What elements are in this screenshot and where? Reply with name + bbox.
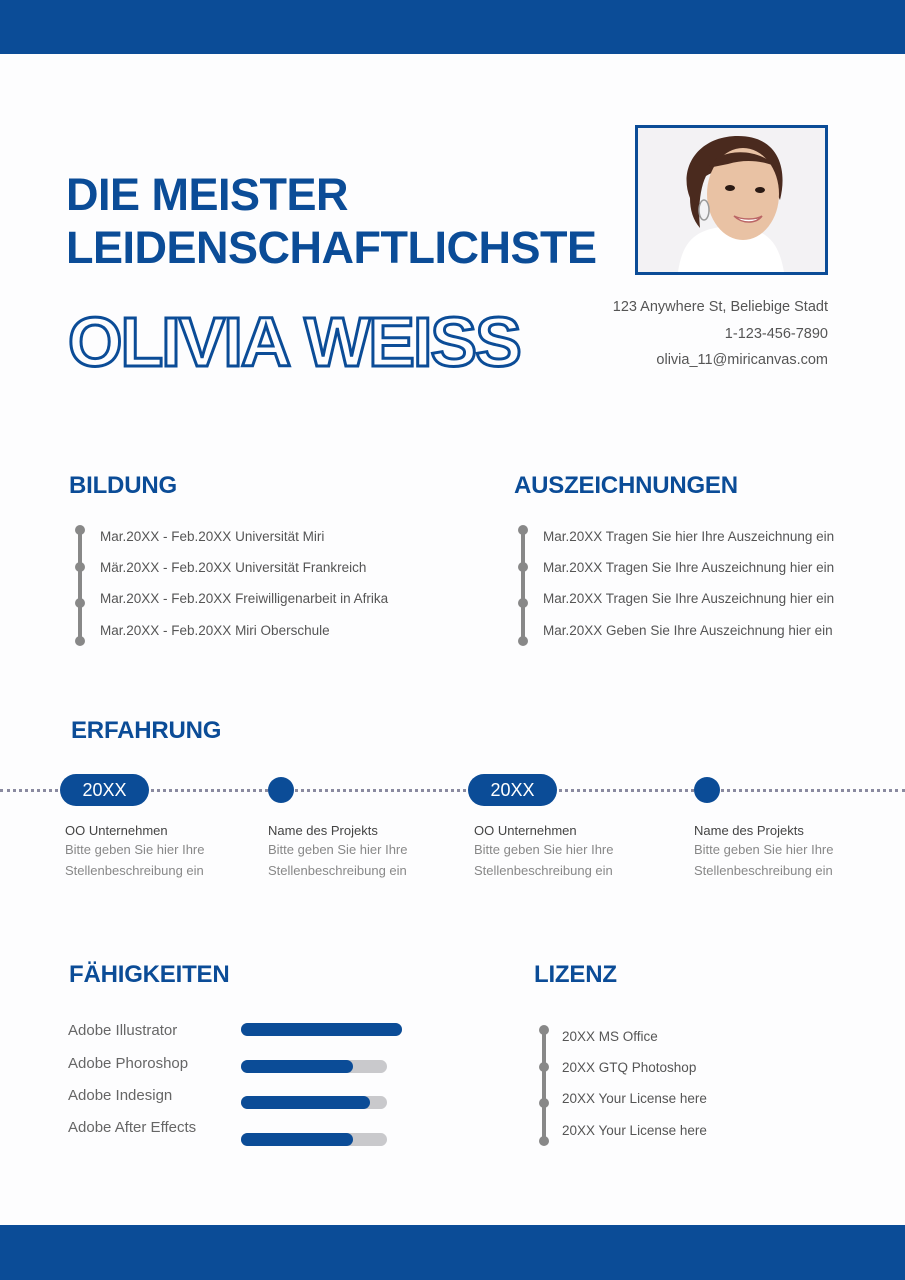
timeline-dot-icon [539, 1025, 549, 1035]
experience-entry-title: OO Unternehmen [65, 823, 168, 838]
awards-title: AUSZEICHNUNGEN [514, 472, 738, 499]
skill-bar-fill [241, 1023, 402, 1036]
education-item: Mar.20XX - Feb.20XX Freiwilligenarbeit in Afrika [100, 591, 389, 606]
experience-entry-title: Name des Projekts [694, 823, 804, 838]
education-title: BILDUNG [69, 472, 177, 499]
award-item: Mar.20XX Geben Sie Ihre Auszeichnung hier ein [543, 623, 833, 638]
experience-entry-desc: Bitte geben Sie hier Ihre Stellenbeschreibung ein [65, 842, 205, 878]
skill-label: Adobe Phoroshop [68, 1055, 189, 1072]
education-item: Mar.20XX - Feb.20XX Universität Miri [100, 529, 325, 544]
timeline-circle-icon [268, 777, 294, 803]
skill-bar-fill [241, 1133, 353, 1146]
top-banner [0, 0, 905, 54]
bottom-banner [0, 1225, 905, 1280]
timeline-dot-icon [518, 562, 528, 572]
skill-label: Adobe Illustrator [68, 1022, 178, 1039]
license-item: 20XX MS Office [562, 1029, 658, 1044]
headline-line-2: LEIDENSCHAFTLICHSTE [66, 222, 597, 273]
headline-line-1: DIE MEISTER [66, 169, 349, 220]
skill-bar [241, 1023, 402, 1036]
timeline-line [542, 1027, 546, 1143]
profile-photo [635, 125, 828, 275]
timeline-dot-icon [539, 1136, 549, 1146]
timeline-dot-icon [75, 525, 85, 535]
candidate-name: OLIVIA WEISS [68, 303, 520, 381]
skill-label: Adobe Indesign [68, 1087, 173, 1104]
timeline-dot-icon [518, 525, 528, 535]
experience-entry-title: OO Unternehmen [474, 823, 577, 838]
education-item: Mar.20XX - Feb.20XX Miri Oberschule [100, 623, 330, 638]
experience-title: ERFAHRUNG [71, 717, 222, 744]
contact-email[interactable]: olivia_11@miricanvas.com [656, 352, 828, 368]
headline [66, 168, 597, 274]
timeline-dot-icon [539, 1098, 549, 1108]
timeline-dot-icon [518, 636, 528, 646]
contact-phone: 1-123-456-7890 [724, 325, 828, 342]
experience-entry [694, 822, 834, 881]
award-item: Mar.20XX Tragen Sie Ihre Auszeichnung hier ein [543, 591, 835, 606]
timeline-dot-icon [75, 598, 85, 608]
timeline-line [521, 527, 525, 643]
award-item: Mar.20XX Tragen Sie Ihre Auszeichnung hier ein [543, 560, 835, 575]
experience-entry [65, 822, 205, 881]
award-item: Mar.20XX Tragen Sie hier Ihre Auszeichnung ein [543, 529, 835, 544]
licenses-title: LIZENZ [534, 961, 617, 988]
license-item: 20XX Your License here [562, 1123, 707, 1138]
year-pill: 20XX [60, 774, 149, 806]
portrait-image-icon [638, 128, 825, 272]
timeline-dot-icon [518, 598, 528, 608]
skill-bar-fill [241, 1096, 370, 1109]
skill-label: Adobe After Effects [68, 1119, 197, 1136]
contact-address: 123 Anywhere St, Beliebige Stadt [612, 299, 828, 315]
timeline-dot-icon [539, 1062, 549, 1072]
experience-entry [268, 822, 408, 881]
experience-entry-title: Name des Projekts [268, 823, 378, 838]
experience-entry-desc: Bitte geben Sie hier Ihre Stellenbeschreibung ein [474, 842, 614, 878]
license-item: 20XX Your License here [562, 1091, 707, 1106]
timeline-dot-icon [75, 636, 85, 646]
skill-bar-fill [241, 1060, 353, 1073]
timeline-dot-icon [75, 562, 85, 572]
experience-entry [474, 822, 614, 881]
experience-entry-desc: Bitte geben Sie hier Ihre Stellenbeschreibung ein [694, 842, 834, 878]
skill-bar [241, 1133, 387, 1146]
experience-entry-desc: Bitte geben Sie hier Ihre Stellenbeschreibung ein [268, 842, 408, 878]
license-item: 20XX GTQ Photoshop [562, 1060, 697, 1075]
timeline-line [78, 527, 82, 643]
skill-bar [241, 1096, 387, 1109]
skill-bar [241, 1060, 387, 1073]
timeline-circle-icon [694, 777, 720, 803]
year-pill: 20XX [468, 774, 557, 806]
contact-info [613, 294, 828, 374]
skills-title: FÄHIGKEITEN [69, 961, 230, 988]
education-item: Mär.20XX - Feb.20XX Universität Frankreich [100, 560, 367, 575]
